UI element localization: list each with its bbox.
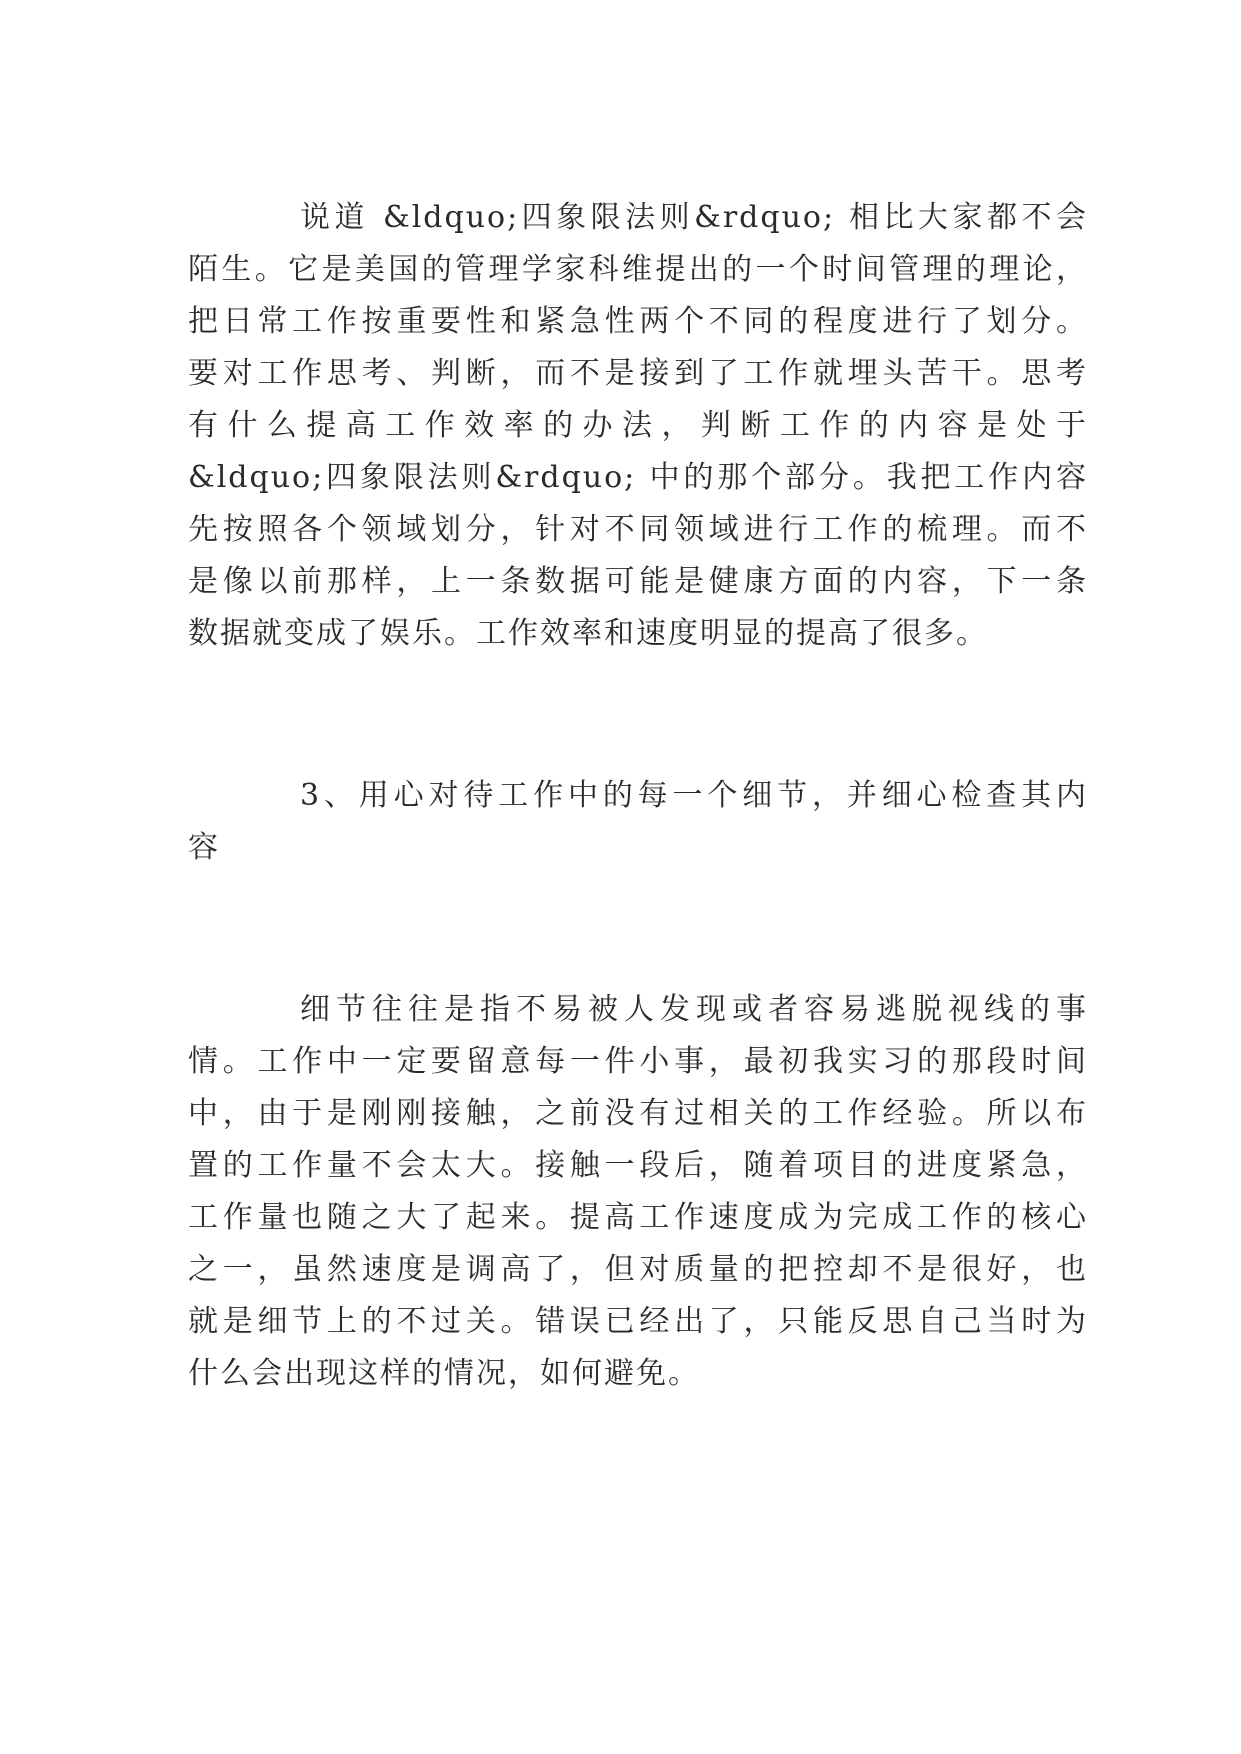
text-line: 情。工作中一定要留意每一件小事，最初我实习的那段时间 [188,1044,1088,1079]
text-line: 有什么提高工作效率的办法，判断工作的内容是处于 [188,408,1088,443]
text-line: 细节往往是指不易被人发现或者容易逃脱视线的事 [300,992,1088,1027]
text-line: 先按照各个领域划分，针对不同领域进行工作的梳理。而不 [188,512,1088,547]
text-line: 中，由于是刚刚接触，之前没有过相关的工作经验。所以布 [188,1096,1088,1131]
text-line: 置的工作量不会太大。接触一段后，随着项目的进度紧急， [188,1148,1088,1183]
text-line: 3、用心对待工作中的每一个细节，并细心检查其内 [300,778,1088,813]
text-line: 工作量也随之大了起来。提高工作速度成为完成工作的核心 [188,1200,1088,1235]
text-line: 之一，虽然速度是调高了，但对质量的把控却不是很好，也 [188,1252,1088,1287]
text-line: 什么会出现这样的情况，如何避免。 [188,1356,700,1391]
text-line: 陌生。它是美国的管理学家科维提出的一个时间管理的理论， [188,252,1088,287]
text-line: 要对工作思考、判断，而不是接到了工作就埋头苦干。思考 [188,356,1088,391]
text-line: 容 [188,830,220,865]
text-line: 就是细节上的不过关。错误已经出了，只能反思自己当时为 [188,1304,1088,1339]
text-line: 数据就变成了娱乐。工作效率和速度明显的提高了很多。 [188,616,988,651]
text-line: &ldquo;四象限法则&rdquo; 中的那个部分。我把工作内容 [188,460,1088,495]
text-line: 把日常工作按重要性和紧急性两个不同的程度进行了划分。 [188,304,1088,339]
text-line: 是像以前那样，上一条数据可能是健康方面的内容，下一条 [188,564,1088,599]
text-line: 说道 &ldquo;四象限法则&rdquo; 相比大家都不会 [300,200,1088,235]
